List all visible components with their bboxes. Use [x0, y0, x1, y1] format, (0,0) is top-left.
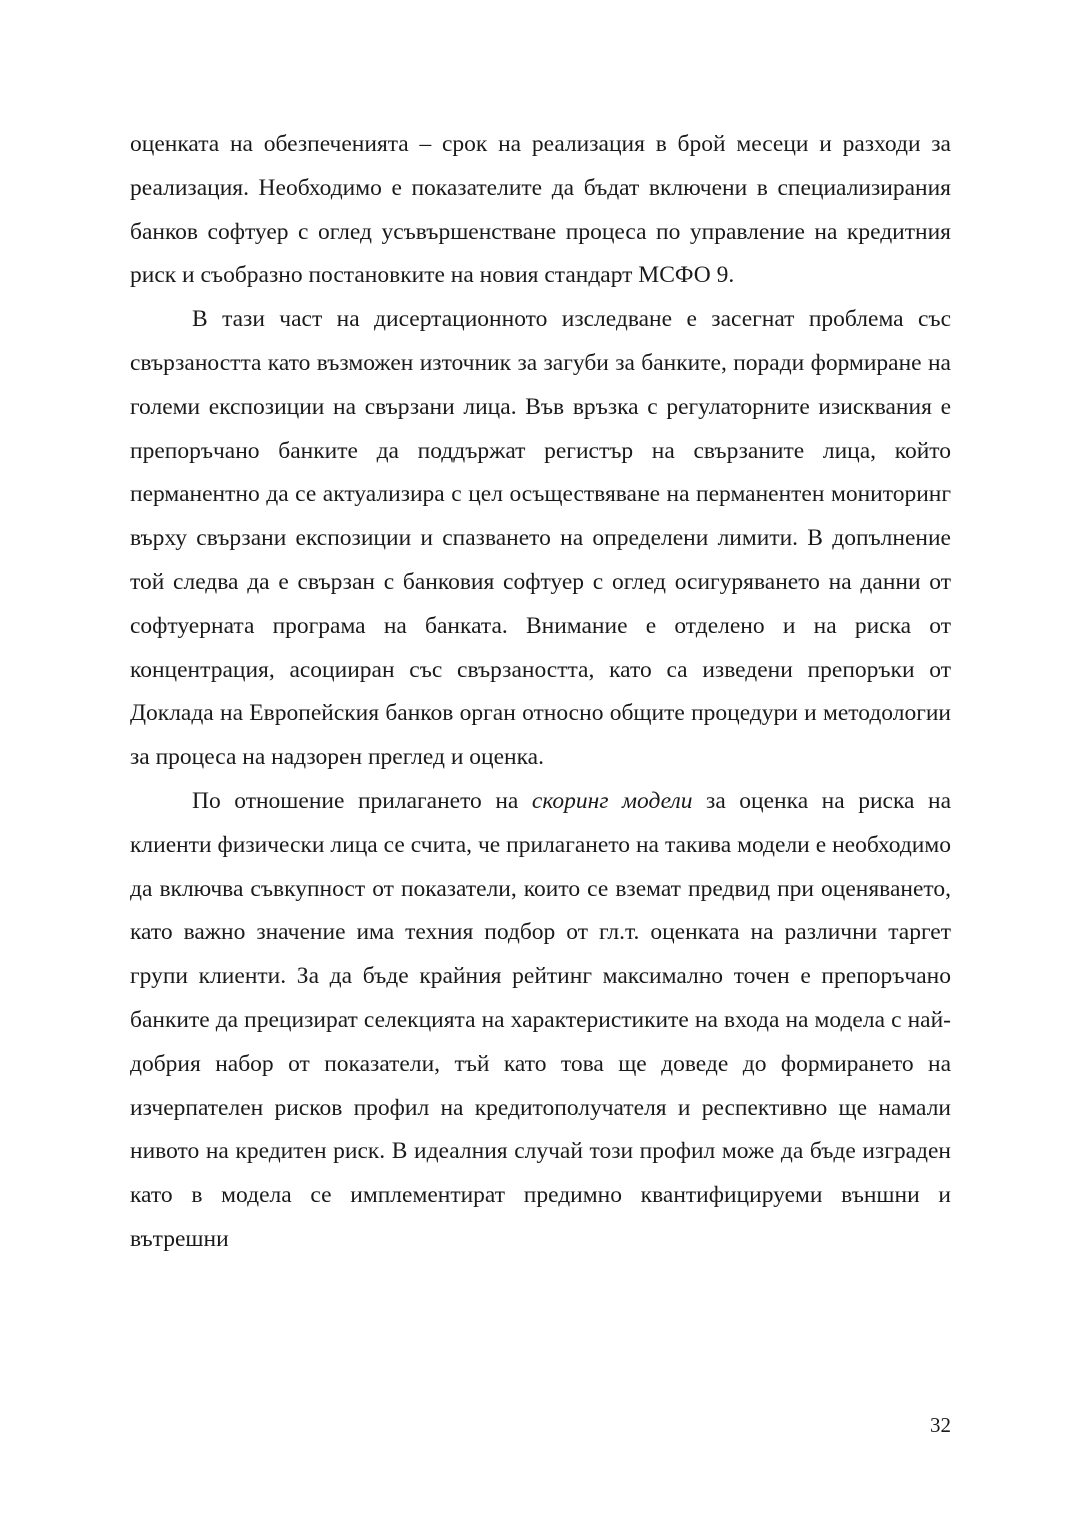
paragraph-3: [130, 780, 951, 1262]
paragraph-3-rest: за оценка на риска на клиенти физически лица се счита, че прилагането на такива модели е необходимо да включва съвкупност от показатели, които се вземат предвид при оценяването, като важно значение има техния подбор от гл.т. оценката на различни таргет групи клиенти. За да бъде крайния рейтинг максимално точен е препоръчано банките да прецизират селекцията на характеристиките на входа на модела с най-добрия набор от показатели, тъй като това ще доведе до формирането на изчерпателен рисков профил на кредитополучателя и респективно ще намали нивото на кредитен риск. В идеалния случай този профил може да бъде изграден като в модела се имплементират предимно квантифицируеми външни и вътрешни: [130, 787, 952, 1252]
paragraph-1: оценката на обезпеченията – срок на реализация в брой месеци и разходи за реализация. Необходимо е показателите да бъдат включени в специализирания банков софтуер с оглед усъвършенстване процеса по управление на кредитния риск и съобразно постановките на новия стандарт МСФО 9.: [130, 131, 951, 289]
paragraph-3-intro: По отношение прилагането на: [192, 787, 532, 814]
emphasis-scoring-models: скоринг модели: [531, 787, 693, 814]
paragraph-2: В тази част на дисертационното изследване е засегнат проблема със свързаността като възможен източник за загуби за банките, поради формиране на големи експозиции на свързани лица. Във връзка с регулаторните изисквания е препоръчано банките да поддържат регистър на свързаните лица, който перманентно да се актуализира с цел осъществяване на перманентен мониторинг върху свързани експозиции и спазването на определени лимити. В допълнение той следва да е свързан с банковия софтуер с оглед осигуряването на данни от софтуерната програма на банката. Внимание е отделено и на риска от концентрация, асоцииран със свързаността, като са изведени препоръки от Доклада на Европейския банков орган относно общите процедури и методологии за процеса на надзорен преглед и оценка.: [130, 306, 951, 771]
body-text: [130, 123, 951, 1262]
page-number: 32: [930, 1413, 951, 1437]
